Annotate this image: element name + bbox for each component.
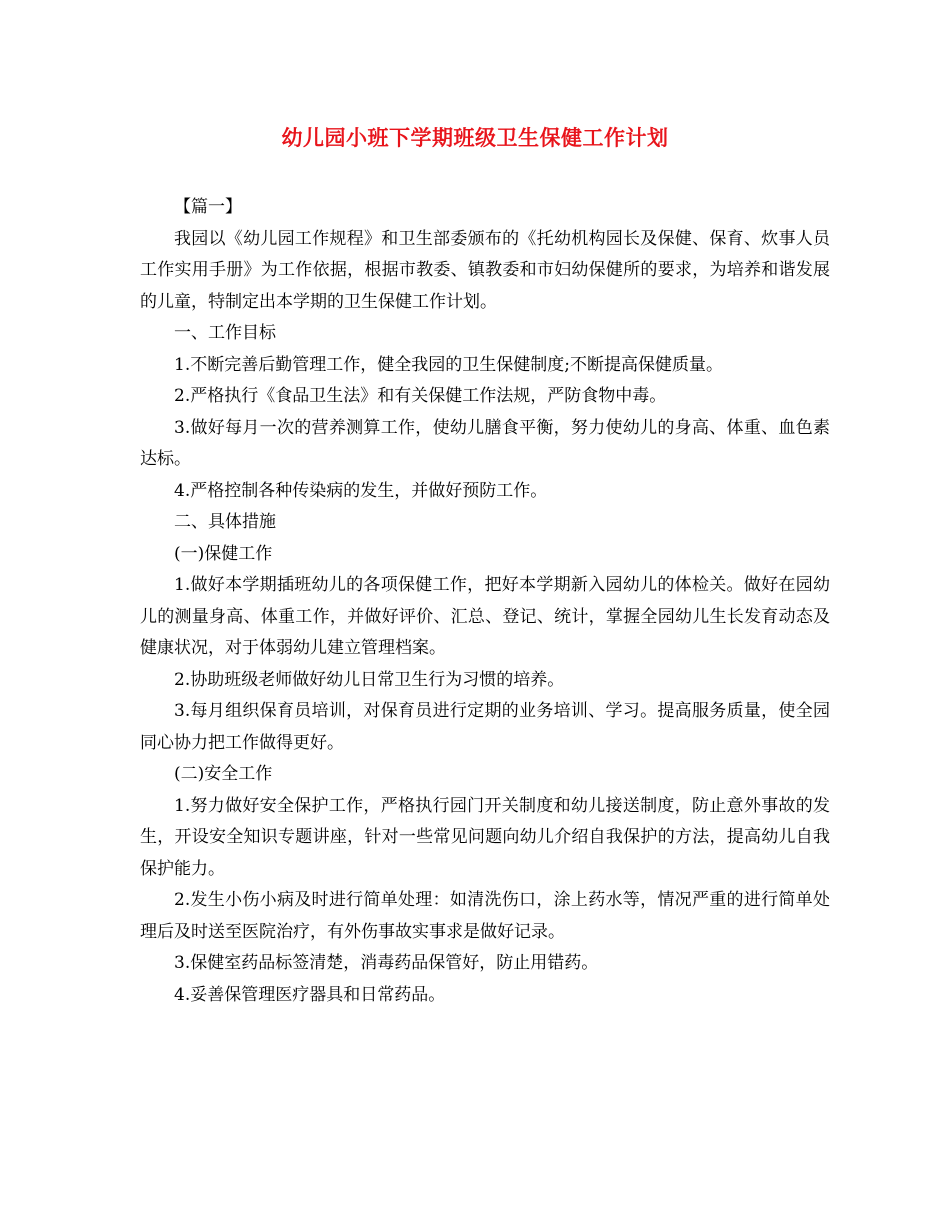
goal-item: 2.严格执行《食品卫生法》和有关保健工作法规，严防食物中毒。 [174,386,667,406]
intro-paragraph: 我园以《幼儿园工作规程》和卫生部委颁布的《托幼机构园长及保健、保育、炊事人员工作实用手册》为工作依据，根据市教委、镇教委和市妇幼保健所的要求，为培养和谐发展的儿童，特制定出本学期的卫生保健工作计划。 [140,228,830,312]
health-item: 2.协助班级老师做好幼儿日常卫生行为习惯的培养。 [174,669,565,690]
goals-heading: 一、工作目标 [174,323,276,343]
goal-item: 3.做好每月一次的营养测算工作，使幼儿膳食平衡，努力使幼儿的身高、体重、血色素达标。 [140,417,830,469]
safety-item: 2.发生小伤小病及时进行简单处理：如清洗伤口，涂上药水等，情况严重的进行简单处理后及时送至医院治疗，有外伤事故实事求是做好记录。 [140,890,830,942]
goal-item: 4.严格控制各种传染病的发生，并做好预防工作。 [174,480,548,501]
document-body [140,192,830,1011]
safety-item: 3.保健室药品标签清楚，消毒药品保管好，防止用错药。 [174,953,599,973]
document-title: 幼儿园小班下学期班级卫生保健工作计划 [281,125,669,150]
health-item: 1.做好本学期插班幼儿的各项保健工作，把好本学期新入园幼儿的体检关。做好在园幼儿的测量身高、体重工作，并做好评价、汇总、登记、统计，掌握全园幼儿生长发育动态及健康状况，对于体弱幼儿建立管理档案。 [140,575,830,658]
goal-item: 1.不断完善后勤管理工作，健全我园的卫生保健制度;不断提高保健质量。 [174,354,723,375]
health-item: 3.每月组织保育员培训，对保育员进行定期的业务培训、学习。提高服务质量，使全园同心协力把工作做得更好。 [140,701,830,753]
section-label: 【篇一】 [174,197,242,217]
health-heading: (一)保健工作 [174,543,273,564]
measures-heading: 二、具体措施 [174,512,276,532]
safety-item: 4.妥善保管理医疗器具和日常药品。 [174,984,446,1005]
safety-item: 1.努力做好安全保护工作，严格执行园门开关制度和幼儿接送制度，防止意外事故的发生，开设安全知识专题讲座，针对一些常见问题向幼儿介绍自我保护的方法，提高幼儿自我保护能力。 [140,795,830,879]
safety-heading: (二)安全工作 [174,764,273,784]
